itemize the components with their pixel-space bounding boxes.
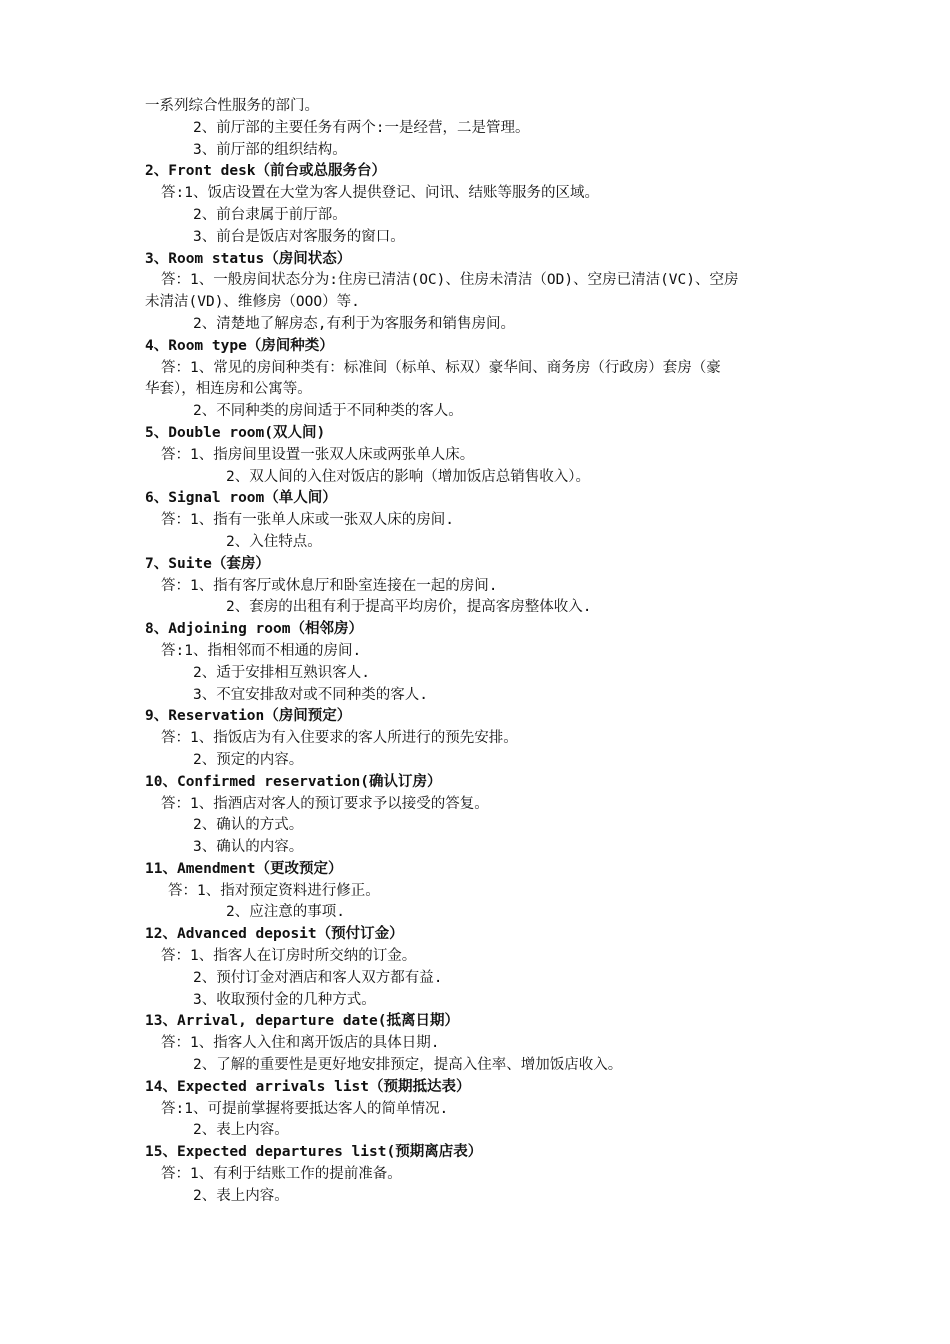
text-line: 2、预付订金对酒店和客人双方都有益. [193,969,443,986]
answer-line: 答：1、指对预定资料进行修正。 [168,882,380,899]
text-line: 2、适于安排相互熟识客人. [193,664,370,681]
section-heading: 9、Reservation（房间预定） [145,708,352,725]
answer-line: 答：1、指饭店为有入住要求的客人所进行的预先安排。 [161,730,518,747]
section-heading: 8、Adjoining room（相邻房） [145,621,363,638]
section-heading: 2、Front desk（前台或总服务台） [145,163,387,180]
text-line: 2、前台隶属于前厅部。 [193,206,347,223]
answer-line: 答:1、指相邻而不相通的房间. [161,642,362,659]
section-heading: 5、Double room(双人间) [145,424,326,441]
section-heading: 13、Arrival, departure date(抵离日期） [145,1013,459,1030]
section-heading: 15、Expected departures list(预期离店表） [145,1144,483,1161]
text-line: 2、了解的重要性是更好地安排预定，提高入住率、增加饭店收入。 [193,1057,623,1074]
answer-line: 答：1、常见的房间种类有：标准间（标单、标双）豪华间、商务房（行政房）套房（豪 [161,359,721,376]
answer-line: 答:1、可提前掌握将要抵达客人的简单情况. [161,1100,449,1117]
answer-line: 答：1、指客人入住和离开饭店的具体日期. [161,1035,440,1052]
section-heading: 14、Expected arrivals list（预期抵达表） [145,1078,471,1095]
answer-line: 答：1、指有客厅或休息厅和卧室连接在一起的房间. [161,577,498,594]
text-line: 2、表上内容。 [193,1187,289,1204]
text-line: 2、前厅部的主要任务有两个:一是经营，二是管理。 [193,119,530,136]
text-line: 2、不同种类的房间适于不同种类的客人。 [193,403,463,420]
section-heading: 3、Room status（房间状态） [145,250,352,267]
text-line: 3、确认的内容。 [193,839,304,856]
section-heading: 6、Signal room（单人间） [145,490,337,507]
section-heading: 10、Confirmed reservation(确认订房） [145,773,442,790]
answer-line: 答：1、指酒店对客人的预订要求予以接受的答复。 [161,795,489,812]
answer-line: 答：1、一般房间状态分为:住房已清洁(OC)、住房未清洁（OD)、空房已清洁(VC)、空房 [161,272,739,289]
text-line: 未清洁(VD)、维修房（OOO）等. [145,294,360,311]
text-line: 3、前台是饭店对客服务的窗口。 [193,228,405,245]
text-line: 3、不宜安排敌对或不同种类的客人. [193,686,428,703]
document-page [0,96,950,1208]
text-line: 3、前厅部的组织结构。 [193,141,347,158]
text-line: 2、清楚地了解房态,有利于为客服务和销售房间。 [193,315,515,332]
answer-line: 答：1、指房间里设置一张双人床或两张单人床。 [161,446,475,463]
text-line: 2、表上内容。 [193,1122,289,1139]
text-line: 3、收取预付金的几种方式。 [193,991,376,1008]
text-line: 2、双人间的入住对饭店的影响（增加饭店总销售收入）。 [226,468,590,485]
section-heading: 11、Amendment（更改预定） [145,860,343,877]
section-heading: 7、Suite（套房） [145,555,270,572]
text-line: 一系列综合性服务的部门。 [145,98,319,114]
answer-line: 答：1、指有一张单人床或一张双人床的房间. [161,512,454,529]
text-line: 华套），相连房和公寓等。 [145,381,312,398]
section-heading: 12、Advanced deposit（预付订金） [145,926,404,943]
text-line: 2、预定的内容。 [193,751,304,768]
answer-line: 答：1、指客人在订房时所交纳的订金。 [161,948,417,965]
answer-line: 答：1、有利于结账工作的提前准备。 [161,1166,402,1183]
text-line: 2、应注意的事项. [226,904,345,921]
text-line: 2、套房的出租有利于提高平均房价，提高客房整体收入. [226,599,592,616]
answer-line: 答:1、饭店设置在大堂为客人提供登记、问讯、结账等服务的区域。 [161,185,599,202]
section-heading: 4、Room type（房间种类） [145,337,334,354]
text-line: 2、入住特点。 [226,533,322,550]
text-line: 2、确认的方式。 [193,817,304,834]
